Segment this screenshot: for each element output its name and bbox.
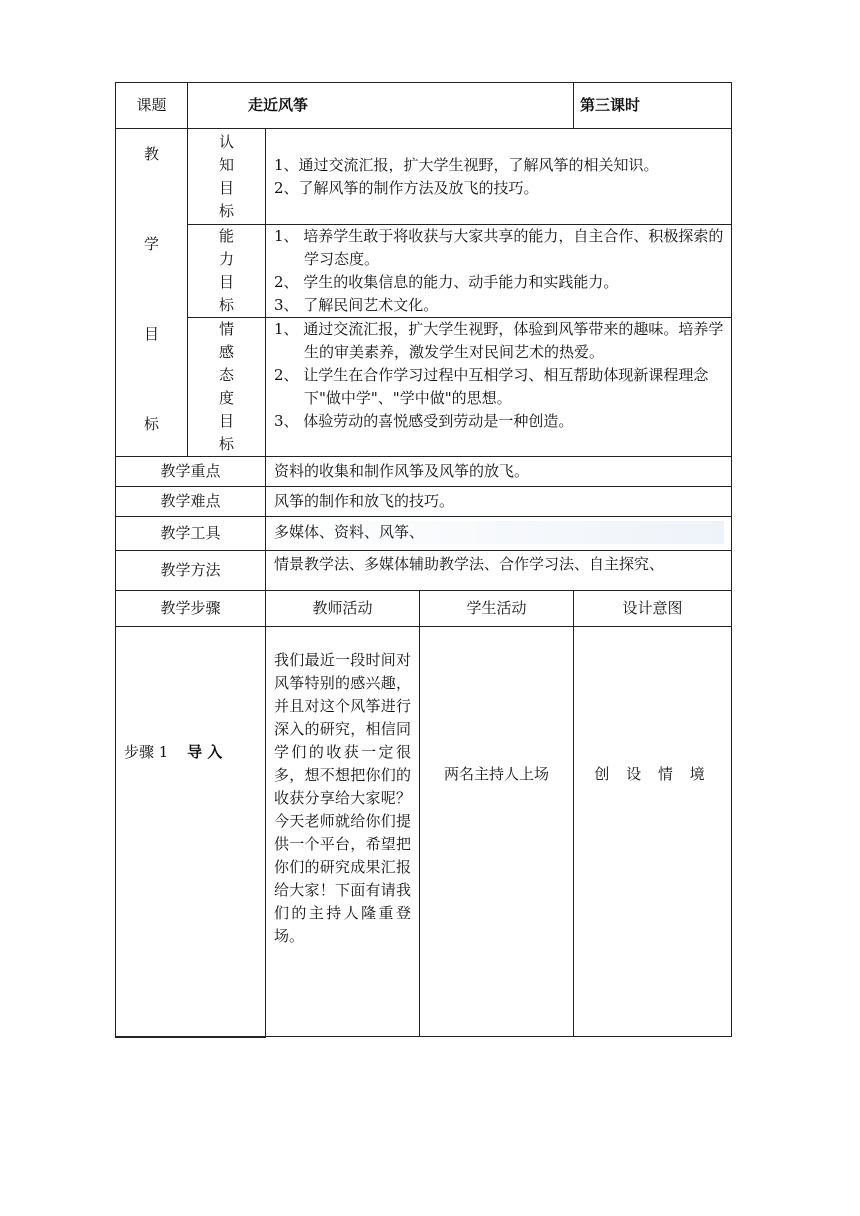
emotion-content [266,318,732,457]
topic-label: 课题 [116,83,188,129]
info-label: 教学难点 [116,487,266,517]
info-row-difficulty [116,487,732,517]
info-row-key-point [116,457,732,487]
label-char: 力 [218,250,234,268]
header-intent: 设计意图 [574,591,732,627]
objective-item: 3、 了解民间艺术文化。 [274,296,439,314]
info-label: 教学工具 [116,517,266,551]
steps-header-row [116,591,732,627]
objective-row-cognitive [116,129,732,225]
objective-row-emotion [116,318,732,457]
objective-item: 2、 学生的收集信息的能力、动手能力和实践能力。 [274,273,619,291]
header-student: 学生活动 [420,591,574,627]
side-char: 目 [143,325,159,343]
objective-item: 2、 让学生在合作学习过程中互相学习、相互帮助体现新课程理念下"做中学"、"学中做"的思想。 [274,366,709,407]
info-value: 风筝的制作和放飞的技巧。 [266,487,732,517]
objectives-side-label [116,129,188,457]
design-intent: 创 设 情 境 [574,627,732,1037]
ability-content [266,225,732,318]
info-value: 情景教学法、多媒体辅助教学法、合作学习法、自主探究、 [266,551,732,591]
label-char: 目 [218,178,234,197]
label-char: 度 [218,389,234,407]
info-value-cell [266,517,732,551]
step-row [116,627,732,1037]
header-row [116,83,732,129]
label-char: 态 [218,366,234,384]
header-teacher: 教师活动 [266,591,420,627]
step-number: 步骤 1 [124,743,169,761]
objective-item: 1、通过交流汇报，扩大学生视野，了解风筝的相关知识。 [274,155,659,174]
info-label: 教学方法 [116,551,266,591]
emotion-label [188,318,266,457]
teacher-activity: 我们最近一段时间对风筝特别的感兴趣，并且对这个风筝进行深入的研究，相信同学们的收获一定很多，想不想把你们的收获分享给大家呢？ 今天老师就给你们提供一个平台，希望把你们的研究成果汇报给大家！下面有请我们的主持人隆重登场。 [266,627,420,1037]
lesson-plan-table [115,82,732,1038]
info-value: 资料的收集和制作风筝及风筝的放飞。 [266,457,732,487]
label-char: 知 [218,155,234,174]
info-label: 教学重点 [116,457,266,487]
ability-label [188,225,266,318]
label-char: 能 [218,227,234,245]
label-char: 目 [218,273,234,291]
cognitive-label [188,129,266,225]
info-row-method [116,551,732,591]
lesson-period: 第三课时 [574,83,732,129]
step-name-cell [116,627,266,1037]
objective-item: 3、 体验劳动的喜悦感受到劳动是一种创造。 [274,412,574,430]
student-activity: 两名主持人上场 [420,627,574,1037]
step-title: 导 入 [187,743,223,761]
info-row-tools [116,517,732,551]
objective-item: 1、 培养学生敢于将收获与大家共享的能力，自主合作、积极探索的学习态度。 [274,227,724,268]
label-char: 标 [218,296,234,314]
objective-item: 1、 通过交流汇报，扩大学生视野，体验到风筝带来的趣味。培养学生的审美素养，激发学生对民间艺术的热爱。 [274,320,724,361]
label-char: 标 [218,201,234,220]
cognitive-content [266,129,732,225]
side-char: 教 [143,145,159,163]
objective-row-ability [116,225,732,318]
objective-item: 2、了解风筝的制作方法及放飞的技巧。 [274,178,539,197]
header-steps: 教学步骤 [116,591,266,627]
info-value: 多媒体、资料、风筝、 [274,521,724,544]
label-char: 感 [218,343,234,361]
side-char: 学 [143,235,159,253]
topic-title: 走近风筝 [188,83,574,129]
label-char: 目 [218,412,234,430]
label-char: 认 [218,132,234,151]
label-char: 情 [218,320,234,338]
label-char: 标 [218,435,234,453]
side-char: 标 [143,415,159,433]
